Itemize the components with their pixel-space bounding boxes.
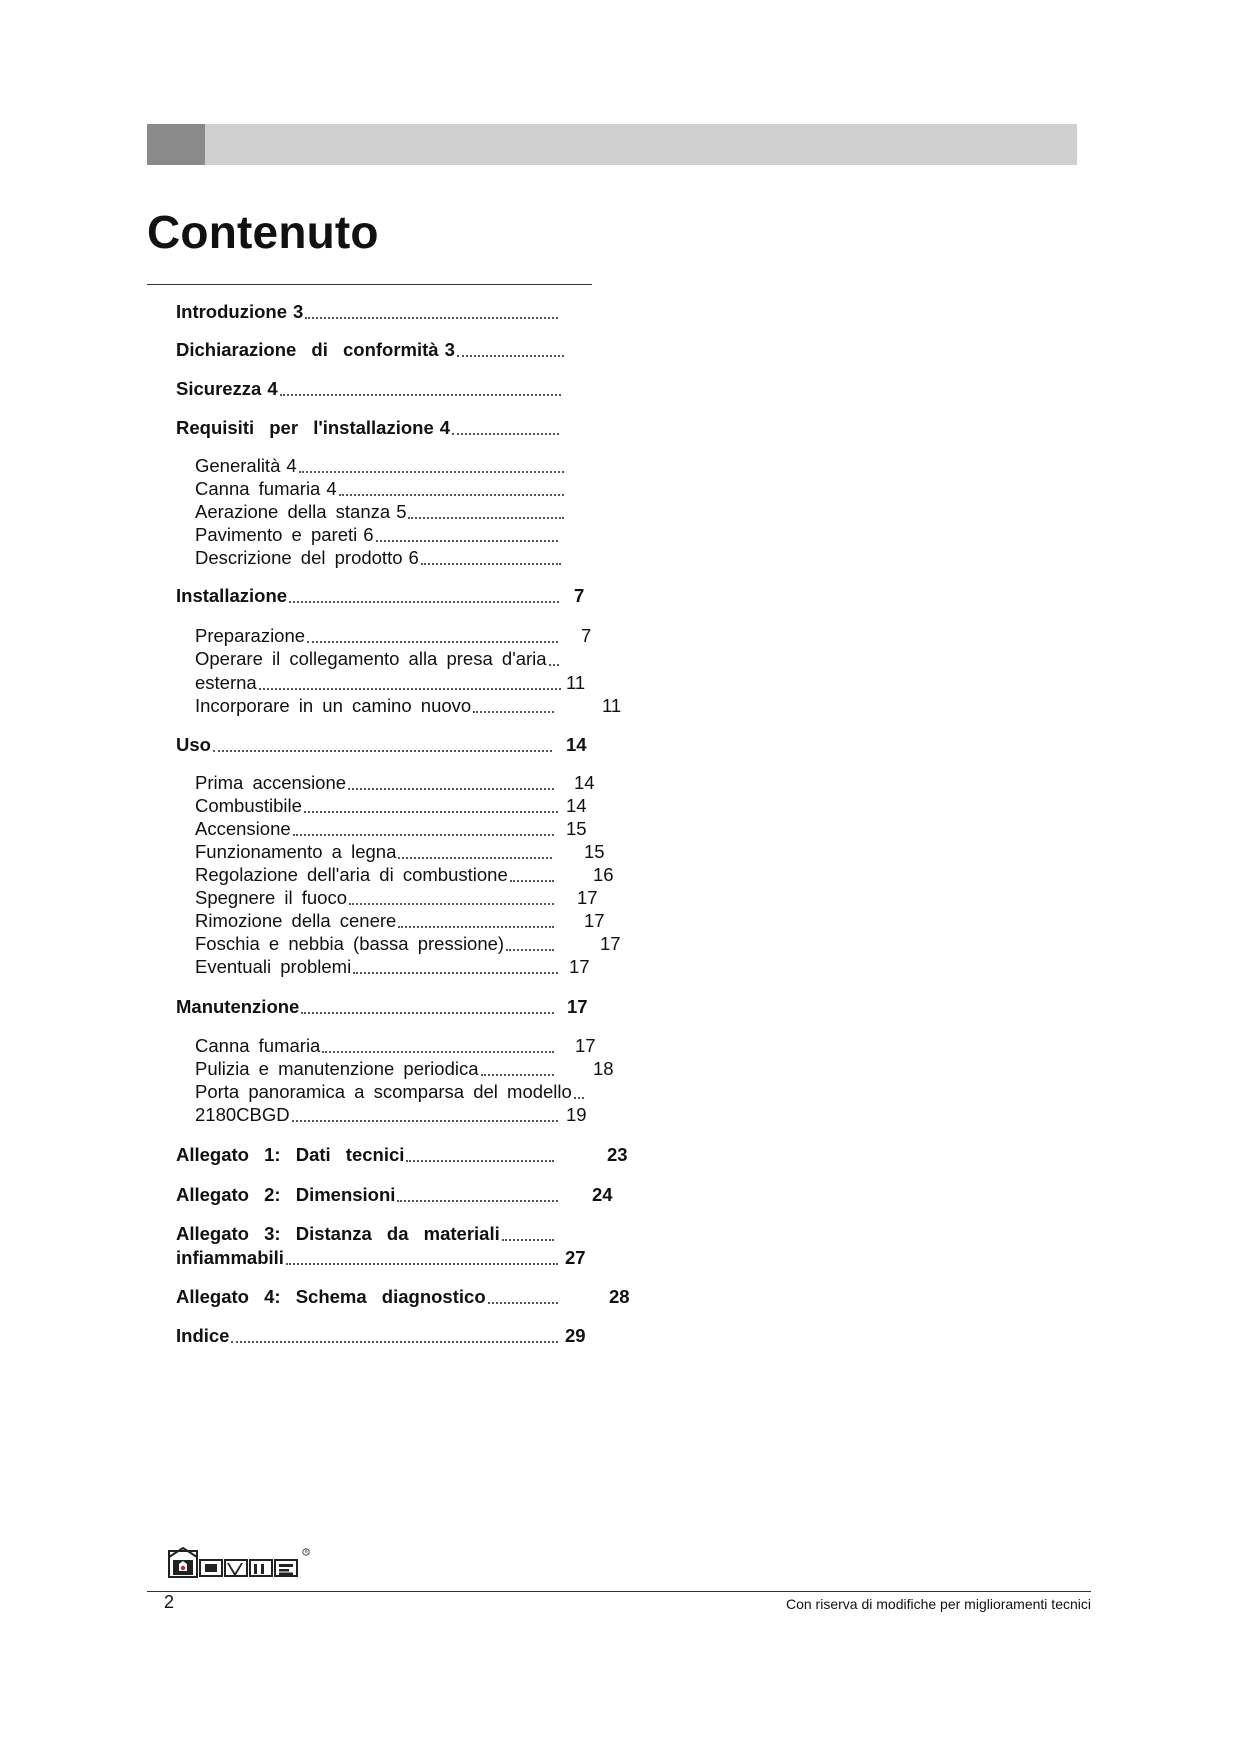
toc-entry-page: 29	[565, 1325, 586, 1346]
toc-entry[interactable]	[176, 995, 588, 1019]
toc-dot-leader	[574, 1095, 584, 1099]
toc-entry[interactable]	[195, 523, 560, 547]
toc-entry-label: Incorporare in un camino nuovo	[195, 695, 472, 716]
toc-entry[interactable]	[195, 624, 592, 648]
toc-entry[interactable]	[195, 500, 566, 524]
toc-entry-label: esterna	[195, 672, 257, 693]
toc-entry-page: 3	[444, 339, 455, 360]
toc-entry-label: Regolazione dell'aria di combustione	[195, 864, 508, 885]
toc-entry-label: Funzionamento a legna	[195, 841, 397, 862]
toc-entry-label: Manutenzione	[176, 996, 300, 1017]
toc-entry[interactable]	[176, 1143, 628, 1167]
toc-entry[interactable]	[195, 817, 587, 841]
toc-dot-leader	[322, 1049, 554, 1053]
toc-entry-label: Introduzione	[176, 301, 287, 322]
toc-entry-label: 2180CBGD	[195, 1104, 290, 1125]
toc-entry[interactable]	[195, 909, 605, 933]
toc-entry-page: 17	[577, 887, 598, 908]
toc-entry-label: Rimozione della cenere	[195, 910, 397, 931]
toc-dot-leader	[307, 639, 558, 643]
toc-entry[interactable]	[176, 733, 587, 757]
toc-dot-leader	[421, 561, 561, 565]
page-number: 2	[164, 1592, 175, 1612]
toc-entry-page: 17	[575, 1035, 596, 1056]
toc-entry-label: Aerazione della stanza	[195, 501, 391, 522]
toc-dot-leader	[406, 1158, 554, 1162]
toc-dot-leader	[502, 1237, 554, 1241]
header-bar	[147, 124, 1077, 165]
toc-entry-page: 14	[574, 772, 595, 793]
toc-dot-leader	[376, 538, 558, 542]
toc-entry[interactable]	[195, 1103, 587, 1127]
toc-entry[interactable]	[176, 1246, 586, 1270]
footer-rule	[147, 1591, 1091, 1592]
toc-entry[interactable]	[176, 377, 563, 401]
svg-text:R: R	[304, 1549, 308, 1555]
page-title: Contenuto	[147, 206, 379, 258]
toc-entry-page: 4	[286, 455, 297, 476]
toc-dot-leader	[305, 315, 558, 319]
toc-dot-leader	[488, 1300, 558, 1304]
toc-entry-page: 15	[566, 818, 587, 839]
toc-entry-label: Spegnere il fuoco	[195, 887, 347, 908]
dovre-logo	[168, 1547, 318, 1579]
toc-dot-leader	[349, 901, 554, 905]
toc-entry-label: Descrizione del prodotto	[195, 547, 403, 568]
toc-entry-page: 7	[581, 625, 592, 646]
toc-entry-label: Canna fumaria	[195, 1035, 321, 1056]
toc-entry-page: 18	[593, 1058, 614, 1079]
toc-entry-label: Preparazione	[195, 625, 306, 646]
toc-entry[interactable]	[195, 694, 622, 718]
toc-entry-label: Foschia e nebbia (bassa pressione)	[195, 933, 505, 954]
toc-entry-page: 6	[363, 524, 374, 545]
toc-entry-page: 27	[565, 1247, 586, 1268]
toc-entry-page: 5	[396, 501, 407, 522]
toc-entry-label: Porta panoramica a scomparsa del modello	[195, 1081, 572, 1102]
toc-dot-leader	[398, 924, 554, 928]
toc-dot-leader	[304, 809, 558, 813]
toc-entry[interactable]	[195, 886, 598, 910]
toc-entry-label: Accensione	[195, 818, 291, 839]
toc-entry[interactable]	[195, 1057, 614, 1081]
toc-entry-page: 16	[593, 864, 614, 885]
toc-entry-label: Uso	[176, 734, 211, 755]
toc-entry-label: Operare il collegamento alla presa d'aria	[195, 648, 547, 669]
toc-entry-page: 19	[566, 1104, 587, 1125]
toc-entry-label: Allegato 3: Distanza da materiali	[176, 1223, 500, 1244]
toc-entry-page: 15	[584, 841, 605, 862]
toc-entry[interactable]	[195, 647, 561, 671]
toc-entry-label: Requisiti per l'installazione	[176, 417, 434, 438]
toc-entry-label: Allegato 1: Dati tecnici	[176, 1144, 405, 1165]
toc-entry[interactable]	[176, 1285, 630, 1309]
toc-entry-label: Generalità	[195, 455, 281, 476]
toc-entry[interactable]	[176, 1324, 586, 1348]
toc-entry-label: Allegato 2: Dimensioni	[176, 1184, 396, 1205]
toc-entry[interactable]	[176, 300, 560, 324]
toc-entry[interactable]	[195, 1080, 586, 1104]
toc-entry[interactable]	[195, 771, 595, 795]
toc-dot-leader	[280, 392, 561, 396]
toc-entry[interactable]	[176, 338, 566, 362]
toc-entry[interactable]	[195, 863, 614, 887]
toc-entry-page: 17	[584, 910, 605, 931]
toc-entry[interactable]	[176, 1183, 613, 1207]
toc-dot-leader	[452, 431, 559, 435]
footer-note: Con riserva di modifiche per miglioramenti tecnici	[785, 1596, 1091, 1612]
toc-entry[interactable]	[195, 840, 605, 864]
toc-dot-leader	[213, 748, 552, 752]
toc-entry[interactable]	[195, 454, 566, 478]
toc-entry-page: 11	[602, 695, 622, 716]
toc-entry[interactable]	[195, 794, 587, 818]
toc-dot-leader	[398, 855, 552, 859]
toc-entry-page: 7	[574, 585, 585, 606]
toc-entry[interactable]	[195, 546, 563, 570]
toc-entry-page: 11	[566, 672, 586, 693]
title-rule	[147, 284, 592, 285]
toc-entry-page: 17	[567, 996, 588, 1017]
toc-entry-page: 14	[566, 734, 587, 755]
toc-entry-label: Canna fumaria	[195, 478, 321, 499]
toc-dot-leader	[397, 1198, 558, 1202]
toc-dot-leader	[481, 1072, 554, 1076]
toc-entry-label: Dichiarazione di conformità	[176, 339, 439, 360]
toc-dot-leader	[408, 515, 564, 519]
toc-dot-leader	[348, 786, 554, 790]
toc-dot-leader	[292, 1118, 558, 1122]
toc-entry[interactable]	[195, 671, 586, 695]
toc-entry-page: 17	[569, 956, 590, 977]
toc-entry-page: 17	[600, 933, 621, 954]
header-accent-block	[147, 124, 205, 165]
toc-entry-label: Pulizia e manutenzione periodica	[195, 1058, 479, 1079]
toc-entry-page: 4	[439, 417, 451, 438]
toc-dot-leader	[457, 353, 564, 357]
toc-entry[interactable]	[176, 416, 561, 440]
toc-entry[interactable]	[176, 1222, 556, 1246]
toc-entry-label: Combustibile	[195, 795, 302, 816]
toc-entry[interactable]	[176, 584, 585, 608]
toc-dot-leader	[506, 947, 554, 951]
toc-dot-leader	[259, 686, 561, 690]
toc-entry-page: 4	[326, 478, 337, 499]
toc-entry-label: Installazione	[176, 585, 288, 606]
toc-dot-leader	[510, 878, 554, 882]
toc-entry-label: infiammabili	[176, 1247, 284, 1268]
toc-dot-leader	[339, 492, 564, 496]
toc-entry-page: 4	[267, 378, 278, 399]
toc-entry[interactable]	[195, 955, 590, 979]
toc-dot-leader	[301, 1010, 554, 1014]
toc-entry-label: Allegato 4: Schema diagnostico	[176, 1286, 486, 1307]
toc-entry[interactable]	[195, 477, 566, 501]
toc-dot-leader	[549, 662, 559, 666]
toc-entry-label: Indice	[176, 1325, 230, 1346]
toc-dot-leader	[286, 1261, 558, 1265]
toc-entry-page: 24	[592, 1184, 613, 1205]
toc-dot-leader	[231, 1339, 558, 1343]
toc-entry-label: Pavimento e pareti	[195, 524, 358, 545]
toc-dot-leader	[353, 970, 558, 974]
toc-entry-page: 28	[609, 1286, 630, 1307]
toc-entry-page: 6	[408, 547, 419, 568]
toc-entry[interactable]	[195, 932, 621, 956]
toc-dot-leader	[293, 832, 554, 836]
toc-dot-leader	[289, 599, 559, 603]
toc-dot-leader	[299, 469, 564, 473]
toc-entry-label: Eventuali problemi	[195, 956, 352, 977]
toc-entry-label: Prima accensione	[195, 772, 347, 793]
toc-dot-leader	[473, 709, 554, 713]
toc-entry-page: 14	[566, 795, 587, 816]
toc-entry-page: 3	[292, 301, 304, 322]
toc-entry[interactable]	[195, 1034, 596, 1058]
toc-entry-page: 23	[607, 1144, 628, 1165]
toc-entry-label: Sicurezza	[176, 378, 262, 399]
